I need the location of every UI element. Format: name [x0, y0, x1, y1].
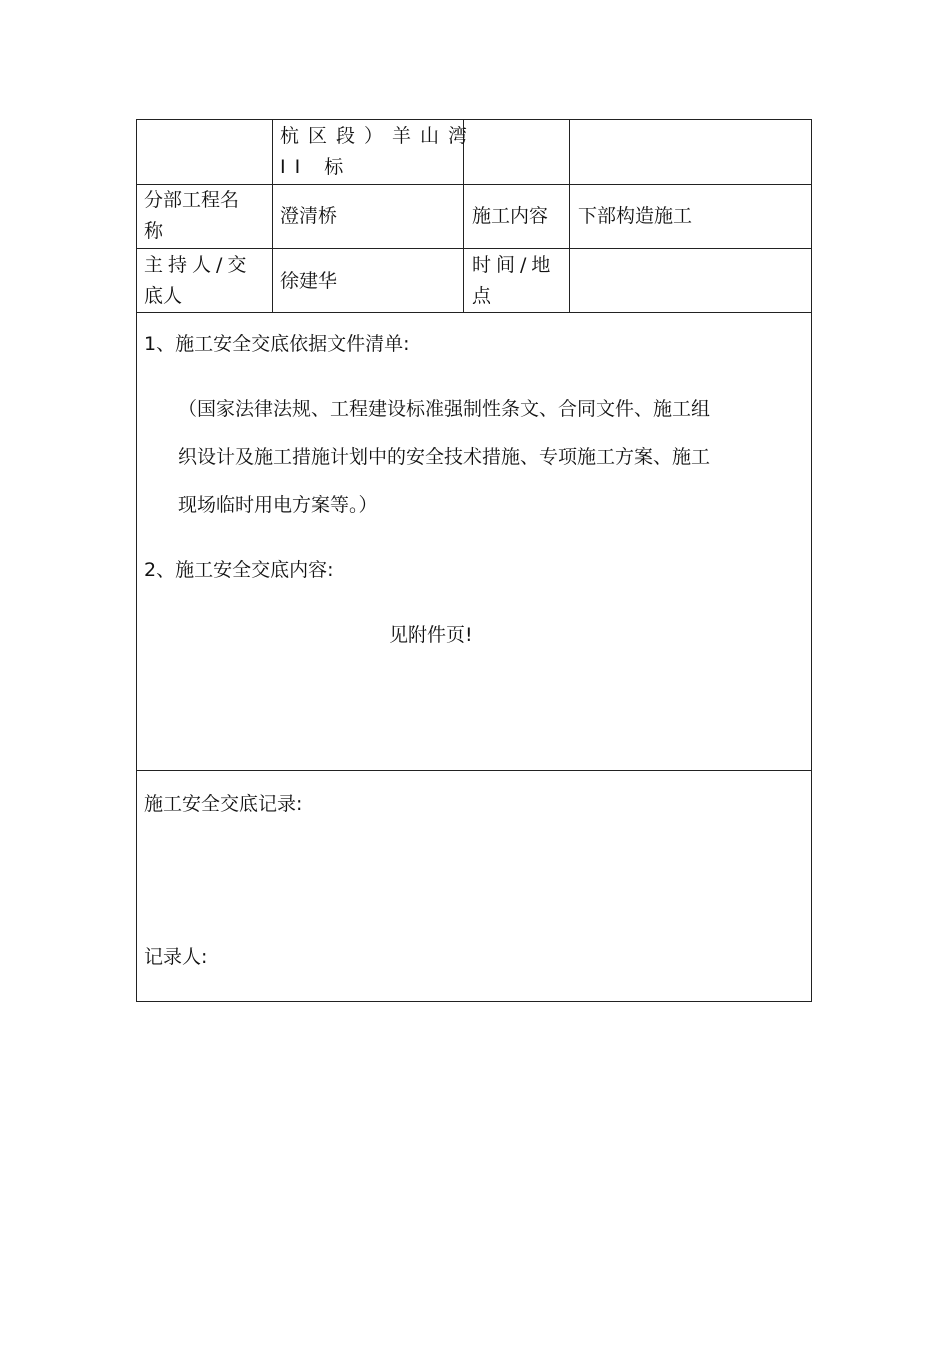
section-divider [136, 770, 812, 771]
recorder-label: 记录人: [144, 946, 208, 968]
section1-line: 现场临时用电方案等。） [178, 494, 378, 516]
attachment-note: 见附件页! [389, 624, 473, 646]
time-place-label-line1: 时间/地 [472, 254, 556, 276]
row-divider [136, 248, 812, 249]
row1-section-line1: 杭区段）羊山湾 [280, 125, 477, 147]
host-value: 徐建华 [280, 270, 338, 292]
construction-content-value: 下部构造施工 [578, 205, 693, 227]
construction-content-label: 施工内容 [472, 205, 549, 227]
row-divider [136, 312, 812, 313]
section1-heading: 1、施工安全交底依据文件清单: [144, 333, 410, 355]
subproject-label-line2: 称 [144, 220, 164, 242]
subproject-label-line1: 分部工程名 [144, 189, 240, 211]
record-heading: 施工安全交底记录: [144, 793, 303, 815]
section1-line: 织设计及施工措施计划中的安全技术措施、专项施工方案、施工 [178, 446, 711, 468]
column-divider [569, 119, 570, 312]
host-label-line2: 底人 [144, 285, 183, 307]
time-place-label-line2: 点 [472, 285, 492, 307]
section1-line: （国家法律法规、工程建设标准强制性条文、合同文件、施工组 [178, 398, 711, 420]
section2-heading: 2、施工安全交底内容: [144, 559, 334, 581]
column-divider [272, 119, 273, 312]
subproject-value: 澄清桥 [280, 205, 338, 227]
row1-section-line2: II 标 [280, 156, 353, 178]
host-label-line1: 主持人/交 [144, 254, 252, 276]
